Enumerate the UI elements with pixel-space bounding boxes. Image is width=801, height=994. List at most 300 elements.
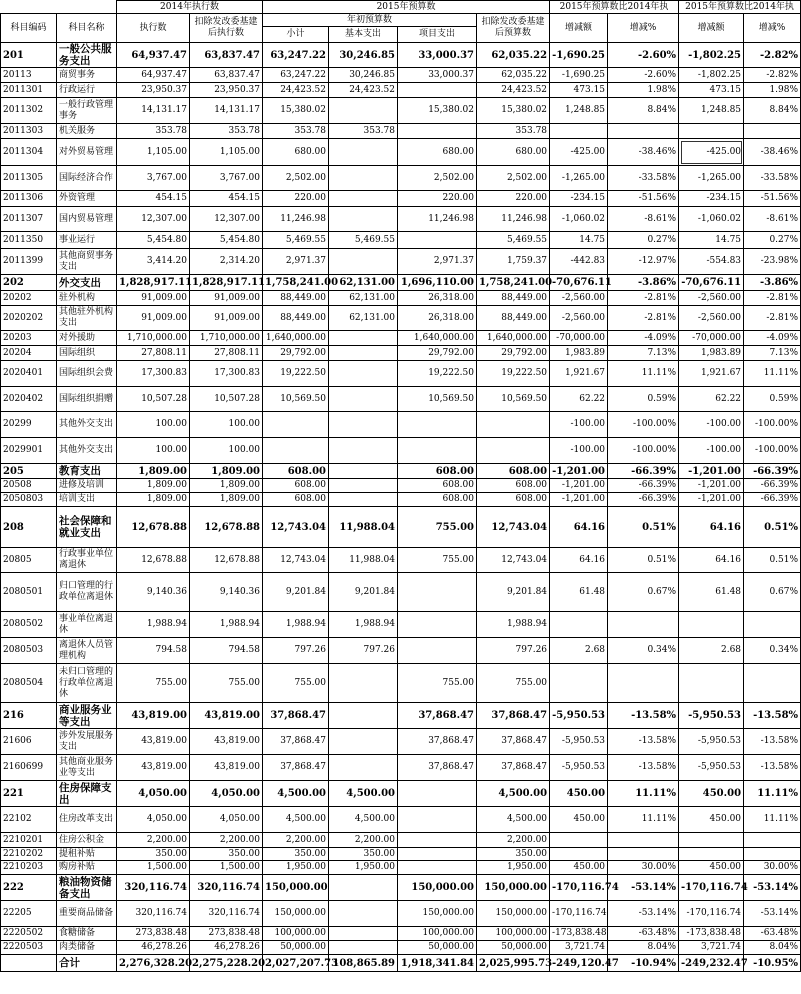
project-cell[interactable] <box>398 781 477 807</box>
basic-cell[interactable] <box>329 207 398 232</box>
name-cell[interactable]: 涉外发展服务支出 <box>57 729 117 755</box>
subtotal-cell[interactable]: 4,500.00 <box>263 781 329 807</box>
budget-adjusted-cell[interactable]: 62,035.22 <box>477 68 550 83</box>
subtotal-cell[interactable]: 37,868.47 <box>263 703 329 729</box>
pct-b-cell[interactable]: -13.58% <box>744 703 801 729</box>
project-cell[interactable]: 37,868.47 <box>398 755 477 781</box>
change-b-cell[interactable]: -249,232.47 <box>679 955 744 972</box>
budget-adjusted-cell[interactable]: 88,449.00 <box>477 306 550 331</box>
budget-adjusted-cell[interactable]: 2,025,995.73 <box>477 955 550 972</box>
pct-a-cell[interactable]: -66.39% <box>608 479 679 493</box>
name-cell[interactable]: 国内贸易管理 <box>57 207 117 232</box>
pct-b-cell[interactable] <box>744 124 801 139</box>
exec-adjusted-cell[interactable]: 14,131.17 <box>190 98 263 124</box>
change-a-cell[interactable] <box>550 612 608 638</box>
project-cell[interactable] <box>398 438 477 464</box>
basic-cell[interactable] <box>329 387 398 412</box>
name-cell[interactable]: 机关服务 <box>57 124 117 139</box>
exec-cell[interactable]: 1,809.00 <box>117 493 190 507</box>
exec-cell[interactable]: 3,414.20 <box>117 249 190 275</box>
project-cell[interactable]: 150,000.00 <box>398 901 477 927</box>
change-b-cell[interactable]: 473.15 <box>679 83 744 98</box>
change-b-cell[interactable]: -1,802.25 <box>679 68 744 83</box>
change-a-cell[interactable]: 450.00 <box>550 807 608 833</box>
subtotal-cell[interactable]: 2,027,207.73 <box>263 955 329 972</box>
change-b-cell[interactable]: 450.00 <box>679 781 744 807</box>
change-a-cell[interactable]: -442.83 <box>550 249 608 275</box>
pct-a-cell[interactable]: 8.04% <box>608 941 679 955</box>
pct-b-cell[interactable]: -8.61% <box>744 207 801 232</box>
change-a-cell[interactable] <box>550 124 608 139</box>
change-a-cell[interactable]: -1,690.25 <box>550 43 608 68</box>
pct-b-cell[interactable] <box>744 848 801 861</box>
code-cell[interactable]: 201 <box>1 43 57 68</box>
change-a-cell[interactable]: -70,676.11 <box>550 275 608 291</box>
change-b-cell[interactable] <box>679 664 744 703</box>
basic-cell[interactable]: 5,469.55 <box>329 232 398 249</box>
project-cell[interactable]: 150,000.00 <box>398 875 477 901</box>
pct-b-cell[interactable]: 0.67% <box>744 573 801 612</box>
change-a-cell[interactable]: -5,950.53 <box>550 755 608 781</box>
project-cell[interactable] <box>398 83 477 98</box>
name-cell[interactable]: 外交支出 <box>57 275 117 291</box>
exec-adjusted-cell[interactable]: 1,710,000.00 <box>190 331 263 346</box>
basic-cell[interactable]: 4,500.00 <box>329 781 398 807</box>
name-cell[interactable]: 未归口管理的行政单位离退休 <box>57 664 117 703</box>
code-cell[interactable]: 2011306 <box>1 191 57 207</box>
pct-a-cell[interactable]: 30.00% <box>608 861 679 875</box>
project-cell[interactable] <box>398 232 477 249</box>
code-cell[interactable]: 20203 <box>1 331 57 346</box>
exec-cell[interactable]: 100.00 <box>117 438 190 464</box>
change-b-cell[interactable] <box>679 833 744 848</box>
exec-cell[interactable]: 755.00 <box>117 664 190 703</box>
exec-cell[interactable]: 9,140.36 <box>117 573 190 612</box>
subtotal-cell[interactable]: 100,000.00 <box>263 927 329 941</box>
project-cell[interactable]: 755.00 <box>398 507 477 548</box>
exec-cell[interactable]: 1,809.00 <box>117 479 190 493</box>
project-cell[interactable]: 19,222.50 <box>398 361 477 387</box>
name-cell[interactable]: 商业服务业等支出 <box>57 703 117 729</box>
subtotal-cell[interactable]: 608.00 <box>263 493 329 507</box>
code-cell[interactable]: 2210201 <box>1 833 57 848</box>
change-b-cell[interactable]: 2.68 <box>679 638 744 664</box>
pct-b-cell[interactable]: 0.51% <box>744 548 801 573</box>
pct-a-cell[interactable]: -12.97% <box>608 249 679 275</box>
project-cell[interactable]: 755.00 <box>398 548 477 573</box>
name-cell[interactable]: 商贸事务 <box>57 68 117 83</box>
project-cell[interactable]: 1,918,341.84 <box>398 955 477 972</box>
change-b-cell[interactable] <box>679 124 744 139</box>
project-cell[interactable]: 37,868.47 <box>398 729 477 755</box>
project-cell[interactable]: 26,318.00 <box>398 291 477 306</box>
budget-adjusted-cell[interactable]: 1,758,241.00 <box>477 275 550 291</box>
project-cell[interactable] <box>398 861 477 875</box>
subtotal-cell[interactable]: 63,247.22 <box>263 43 329 68</box>
project-cell[interactable]: 15,380.02 <box>398 98 477 124</box>
project-cell[interactable]: 2,502.00 <box>398 166 477 191</box>
name-cell[interactable]: 其他驻外机构支出 <box>57 306 117 331</box>
project-cell[interactable]: 10,569.50 <box>398 387 477 412</box>
exec-adjusted-cell[interactable]: 100.00 <box>190 438 263 464</box>
exec-adjusted-cell[interactable]: 2,275,228.20 <box>190 955 263 972</box>
code-cell[interactable]: 2210202 <box>1 848 57 861</box>
code-cell[interactable]: 2020401 <box>1 361 57 387</box>
name-cell[interactable]: 一般行政管理事务 <box>57 98 117 124</box>
change-a-cell[interactable]: 64.16 <box>550 548 608 573</box>
budget-adjusted-cell[interactable]: 4,500.00 <box>477 781 550 807</box>
exec-cell[interactable]: 23,950.37 <box>117 83 190 98</box>
change-b-cell[interactable]: -1,201.00 <box>679 479 744 493</box>
basic-cell[interactable] <box>329 729 398 755</box>
change-a-cell[interactable] <box>550 664 608 703</box>
pct-a-cell[interactable]: -2.60% <box>608 43 679 68</box>
exec-adjusted-cell[interactable]: 91,009.00 <box>190 306 263 331</box>
project-cell[interactable] <box>398 124 477 139</box>
change-b-cell[interactable] <box>679 848 744 861</box>
name-cell[interactable]: 对外援助 <box>57 331 117 346</box>
basic-cell[interactable]: 62,131.00 <box>329 291 398 306</box>
name-cell[interactable]: 住房保障支出 <box>57 781 117 807</box>
name-cell[interactable]: 归口管理的行政单位离退休 <box>57 573 117 612</box>
budget-adjusted-cell[interactable]: 1,640,000.00 <box>477 331 550 346</box>
subtotal-cell[interactable]: 2,200.00 <box>263 833 329 848</box>
exec-adjusted-cell[interactable]: 23,950.37 <box>190 83 263 98</box>
name-cell[interactable]: 提租补贴 <box>57 848 117 861</box>
pct-b-cell[interactable]: -51.56% <box>744 191 801 207</box>
code-cell[interactable]: 22102 <box>1 807 57 833</box>
project-cell[interactable] <box>398 638 477 664</box>
name-cell[interactable]: 食糖储备 <box>57 927 117 941</box>
basic-cell[interactable] <box>329 191 398 207</box>
exec-adjusted-cell[interactable]: 755.00 <box>190 664 263 703</box>
exec-cell[interactable]: 12,307.00 <box>117 207 190 232</box>
exec-adjusted-cell[interactable]: 1,809.00 <box>190 493 263 507</box>
pct-b-cell[interactable]: -2.81% <box>744 306 801 331</box>
change-a-cell[interactable]: -234.15 <box>550 191 608 207</box>
name-cell[interactable]: 粮油物资储备支出 <box>57 875 117 901</box>
change-a-cell[interactable]: -173,838.48 <box>550 927 608 941</box>
code-cell[interactable]: 20299 <box>1 412 57 438</box>
name-cell[interactable]: 肉类储备 <box>57 941 117 955</box>
basic-cell[interactable] <box>329 941 398 955</box>
code-cell[interactable]: 2080503 <box>1 638 57 664</box>
code-cell[interactable]: 20204 <box>1 346 57 361</box>
project-cell[interactable]: 608.00 <box>398 479 477 493</box>
basic-cell[interactable] <box>329 464 398 479</box>
pct-a-cell[interactable]: -8.61% <box>608 207 679 232</box>
code-cell[interactable]: 2011305 <box>1 166 57 191</box>
pct-b-cell[interactable]: 8.84% <box>744 98 801 124</box>
subtotal-cell[interactable]: 353.78 <box>263 124 329 139</box>
pct-a-cell[interactable] <box>608 848 679 861</box>
budget-adjusted-cell[interactable]: 1,988.94 <box>477 612 550 638</box>
budget-adjusted-cell[interactable]: 100,000.00 <box>477 927 550 941</box>
exec-cell[interactable]: 1,988.94 <box>117 612 190 638</box>
exec-cell[interactable]: 2,276,328.20 <box>117 955 190 972</box>
exec-adjusted-cell[interactable]: 43,819.00 <box>190 755 263 781</box>
basic-cell[interactable]: 24,423.52 <box>329 83 398 98</box>
pct-a-cell[interactable]: 8.84% <box>608 98 679 124</box>
basic-cell[interactable]: 2,200.00 <box>329 833 398 848</box>
name-cell[interactable]: 驻外机构 <box>57 291 117 306</box>
change-a-cell[interactable]: 1,921.67 <box>550 361 608 387</box>
change-a-cell[interactable]: -1,690.25 <box>550 68 608 83</box>
subtotal-cell[interactable]: 19,222.50 <box>263 361 329 387</box>
exec-adjusted-cell[interactable]: 350.00 <box>190 848 263 861</box>
budget-adjusted-cell[interactable]: 2,502.00 <box>477 166 550 191</box>
name-cell[interactable]: 住房公积金 <box>57 833 117 848</box>
exec-adjusted-cell[interactable]: 91,009.00 <box>190 291 263 306</box>
name-cell[interactable]: 国际组织捐赠 <box>57 387 117 412</box>
project-cell[interactable]: 1,696,110.00 <box>398 275 477 291</box>
pct-b-cell[interactable]: -4.09% <box>744 331 801 346</box>
name-cell[interactable]: 其他外交支出 <box>57 438 117 464</box>
basic-cell[interactable]: 353.78 <box>329 124 398 139</box>
basic-cell[interactable] <box>329 755 398 781</box>
project-cell[interactable]: 755.00 <box>398 664 477 703</box>
subtotal-cell[interactable]: 1,988.94 <box>263 612 329 638</box>
change-b-cell[interactable] <box>679 612 744 638</box>
basic-cell[interactable] <box>329 664 398 703</box>
budget-adjusted-cell[interactable]: 24,423.52 <box>477 83 550 98</box>
pct-a-cell[interactable]: 0.34% <box>608 638 679 664</box>
code-cell[interactable]: 2011350 <box>1 232 57 249</box>
change-b-cell[interactable]: -170,116.74 <box>679 901 744 927</box>
name-cell[interactable]: 重要商品储备 <box>57 901 117 927</box>
change-b-cell[interactable]: -5,950.53 <box>679 703 744 729</box>
code-cell[interactable]: 202 <box>1 275 57 291</box>
subtotal-cell[interactable]: 608.00 <box>263 479 329 493</box>
basic-cell[interactable]: 797.26 <box>329 638 398 664</box>
change-b-cell[interactable]: -1,060.02 <box>679 207 744 232</box>
pct-a-cell[interactable]: 0.51% <box>608 548 679 573</box>
change-a-cell[interactable]: -5,950.53 <box>550 729 608 755</box>
pct-a-cell[interactable]: -33.58% <box>608 166 679 191</box>
exec-cell[interactable]: 12,678.88 <box>117 548 190 573</box>
code-cell[interactable]: 2080501 <box>1 573 57 612</box>
subtotal-cell[interactable]: 1,640,000.00 <box>263 331 329 346</box>
project-cell[interactable] <box>398 612 477 638</box>
budget-adjusted-cell[interactable]: 62,035.22 <box>477 43 550 68</box>
exec-cell[interactable]: 4,050.00 <box>117 781 190 807</box>
change-a-cell[interactable]: -1,201.00 <box>550 464 608 479</box>
pct-b-cell[interactable]: 7.13% <box>744 346 801 361</box>
pct-b-cell[interactable]: -33.58% <box>744 166 801 191</box>
pct-b-cell[interactable]: 0.51% <box>744 507 801 548</box>
change-a-cell[interactable]: 473.15 <box>550 83 608 98</box>
pct-a-cell[interactable]: 0.51% <box>608 507 679 548</box>
project-cell[interactable]: 680.00 <box>398 139 477 166</box>
basic-cell[interactable] <box>329 493 398 507</box>
project-cell[interactable]: 26,318.00 <box>398 306 477 331</box>
change-a-cell[interactable]: -70,000.00 <box>550 331 608 346</box>
budget-adjusted-cell[interactable] <box>477 438 550 464</box>
change-a-cell[interactable]: 1,248.85 <box>550 98 608 124</box>
code-cell[interactable]: 20113 <box>1 68 57 83</box>
pct-a-cell[interactable]: 0.59% <box>608 387 679 412</box>
change-b-cell[interactable]: -170,116.74 <box>679 875 744 901</box>
project-cell[interactable] <box>398 807 477 833</box>
pct-a-cell[interactable]: -2.81% <box>608 306 679 331</box>
budget-adjusted-cell[interactable]: 37,868.47 <box>477 729 550 755</box>
subtotal-cell[interactable]: 680.00 <box>263 139 329 166</box>
pct-b-cell[interactable]: -2.82% <box>744 68 801 83</box>
exec-cell[interactable]: 64,937.47 <box>117 68 190 83</box>
exec-cell[interactable]: 10,507.28 <box>117 387 190 412</box>
exec-adjusted-cell[interactable]: 3,767.00 <box>190 166 263 191</box>
pct-b-cell[interactable]: 0.27% <box>744 232 801 249</box>
code-cell[interactable]: 2160699 <box>1 755 57 781</box>
project-cell[interactable]: 100,000.00 <box>398 927 477 941</box>
budget-adjusted-cell[interactable]: 5,469.55 <box>477 232 550 249</box>
basic-cell[interactable] <box>329 927 398 941</box>
pct-b-cell[interactable]: -100.00% <box>744 438 801 464</box>
change-b-cell[interactable]: -1,201.00 <box>679 493 744 507</box>
project-cell[interactable]: 33,000.37 <box>398 43 477 68</box>
basic-cell[interactable]: 350.00 <box>329 848 398 861</box>
change-a-cell[interactable]: 450.00 <box>550 861 608 875</box>
name-cell[interactable]: 外资管理 <box>57 191 117 207</box>
exec-cell[interactable]: 350.00 <box>117 848 190 861</box>
change-b-cell[interactable]: 1,921.67 <box>679 361 744 387</box>
basic-cell[interactable] <box>329 346 398 361</box>
exec-cell[interactable]: 320,116.74 <box>117 901 190 927</box>
change-b-cell[interactable]: -1,265.00 <box>679 166 744 191</box>
exec-cell[interactable]: 17,300.83 <box>117 361 190 387</box>
exec-adjusted-cell[interactable]: 2,200.00 <box>190 833 263 848</box>
exec-adjusted-cell[interactable]: 10,507.28 <box>190 387 263 412</box>
pct-b-cell[interactable]: 11.11% <box>744 361 801 387</box>
change-a-cell[interactable]: 450.00 <box>550 781 608 807</box>
subtotal-cell[interactable]: 2,502.00 <box>263 166 329 191</box>
exec-adjusted-cell[interactable]: 1,500.00 <box>190 861 263 875</box>
exec-adjusted-cell[interactable]: 12,678.88 <box>190 548 263 573</box>
exec-cell[interactable]: 1,809.00 <box>117 464 190 479</box>
exec-cell[interactable]: 1,105.00 <box>117 139 190 166</box>
code-cell[interactable]: 20508 <box>1 479 57 493</box>
change-a-cell[interactable]: 62.22 <box>550 387 608 412</box>
exec-adjusted-cell[interactable]: 4,050.00 <box>190 781 263 807</box>
subtotal-cell[interactable]: 15,380.02 <box>263 98 329 124</box>
pct-a-cell[interactable]: 1.98% <box>608 83 679 98</box>
basic-cell[interactable]: 11,988.04 <box>329 548 398 573</box>
pct-a-cell[interactable]: 11.11% <box>608 781 679 807</box>
subtotal-cell[interactable]: 29,792.00 <box>263 346 329 361</box>
exec-adjusted-cell[interactable]: 12,307.00 <box>190 207 263 232</box>
exec-adjusted-cell[interactable]: 63,837.47 <box>190 43 263 68</box>
pct-b-cell[interactable]: -63.48% <box>744 927 801 941</box>
subtotal-cell[interactable] <box>263 438 329 464</box>
subtotal-cell[interactable]: 797.26 <box>263 638 329 664</box>
budget-adjusted-cell[interactable]: 29,792.00 <box>477 346 550 361</box>
code-cell[interactable]: 22205 <box>1 901 57 927</box>
name-cell[interactable]: 事业运行 <box>57 232 117 249</box>
budget-adjusted-cell[interactable]: 1,759.37 <box>477 249 550 275</box>
pct-a-cell[interactable]: 11.11% <box>608 807 679 833</box>
name-cell[interactable]: 行政运行 <box>57 83 117 98</box>
change-a-cell[interactable]: -5,950.53 <box>550 703 608 729</box>
budget-adjusted-cell[interactable]: 353.78 <box>477 124 550 139</box>
code-cell[interactable]: 2080504 <box>1 664 57 703</box>
name-cell[interactable]: 行政事业单位离退休 <box>57 548 117 573</box>
change-a-cell[interactable]: 2.68 <box>550 638 608 664</box>
change-a-cell[interactable]: -170,116.74 <box>550 901 608 927</box>
pct-b-cell[interactable]: -2.81% <box>744 291 801 306</box>
code-cell[interactable]: 2011307 <box>1 207 57 232</box>
exec-adjusted-cell[interactable]: 454.15 <box>190 191 263 207</box>
exec-cell[interactable]: 273,838.48 <box>117 927 190 941</box>
subtotal-cell[interactable]: 37,868.47 <box>263 729 329 755</box>
subtotal-cell[interactable]: 10,569.50 <box>263 387 329 412</box>
code-cell[interactable]: 2080502 <box>1 612 57 638</box>
change-b-cell[interactable]: -1,802.25 <box>679 43 744 68</box>
code-cell[interactable]: 2220503 <box>1 941 57 955</box>
basic-cell[interactable] <box>329 412 398 438</box>
code-cell[interactable]: 2220502 <box>1 927 57 941</box>
subtotal-cell[interactable]: 12,743.04 <box>263 548 329 573</box>
name-cell[interactable]: 对外贸易管理 <box>57 139 117 166</box>
name-cell[interactable]: 住房改革支出 <box>57 807 117 833</box>
budget-adjusted-cell[interactable]: 37,868.47 <box>477 703 550 729</box>
basic-cell[interactable]: 108,865.89 <box>329 955 398 972</box>
budget-adjusted-cell[interactable]: 797.26 <box>477 638 550 664</box>
change-b-cell[interactable]: 3,721.74 <box>679 941 744 955</box>
change-a-cell[interactable]: 61.48 <box>550 573 608 612</box>
change-b-cell[interactable]: -425.00 <box>679 139 744 166</box>
pct-a-cell[interactable] <box>608 612 679 638</box>
basic-cell[interactable]: 11,988.04 <box>329 507 398 548</box>
code-cell[interactable]: 2011302 <box>1 98 57 124</box>
basic-cell[interactable] <box>329 139 398 166</box>
change-a-cell[interactable]: -1,265.00 <box>550 166 608 191</box>
name-cell[interactable]: 国际组织 <box>57 346 117 361</box>
change-a-cell[interactable]: -170,116.74 <box>550 875 608 901</box>
basic-cell[interactable]: 1,950.00 <box>329 861 398 875</box>
project-cell[interactable]: 29,792.00 <box>398 346 477 361</box>
subtotal-cell[interactable]: 150,000.00 <box>263 875 329 901</box>
change-b-cell[interactable]: -2,560.00 <box>679 306 744 331</box>
change-a-cell[interactable]: -100.00 <box>550 412 608 438</box>
pct-a-cell[interactable]: -13.58% <box>608 703 679 729</box>
budget-adjusted-cell[interactable]: 88,449.00 <box>477 291 550 306</box>
name-cell[interactable]: 国际经济合作 <box>57 166 117 191</box>
pct-a-cell[interactable]: -4.09% <box>608 331 679 346</box>
budget-adjusted-cell[interactable]: 680.00 <box>477 139 550 166</box>
name-cell[interactable]: 社会保障和就业支出 <box>57 507 117 548</box>
change-a-cell[interactable]: -1,201.00 <box>550 479 608 493</box>
exec-cell[interactable]: 794.58 <box>117 638 190 664</box>
change-a-cell[interactable] <box>550 833 608 848</box>
change-b-cell[interactable]: -100.00 <box>679 412 744 438</box>
subtotal-cell[interactable]: 4,500.00 <box>263 807 329 833</box>
name-cell[interactable]: 一般公共服务支出 <box>57 43 117 68</box>
subtotal-cell[interactable]: 50,000.00 <box>263 941 329 955</box>
pct-b-cell[interactable] <box>744 664 801 703</box>
code-cell[interactable] <box>1 955 57 972</box>
code-cell[interactable]: 21606 <box>1 729 57 755</box>
pct-b-cell[interactable]: 11.11% <box>744 781 801 807</box>
exec-adjusted-cell[interactable]: 1,105.00 <box>190 139 263 166</box>
name-cell[interactable]: 其他商业服务业等支出 <box>57 755 117 781</box>
budget-adjusted-cell[interactable]: 608.00 <box>477 493 550 507</box>
subtotal-cell[interactable]: 350.00 <box>263 848 329 861</box>
exec-adjusted-cell[interactable]: 320,116.74 <box>190 875 263 901</box>
subtotal-cell[interactable]: 150,000.00 <box>263 901 329 927</box>
change-a-cell[interactable]: -249,120.47 <box>550 955 608 972</box>
budget-adjusted-cell[interactable]: 608.00 <box>477 464 550 479</box>
basic-cell[interactable] <box>329 331 398 346</box>
